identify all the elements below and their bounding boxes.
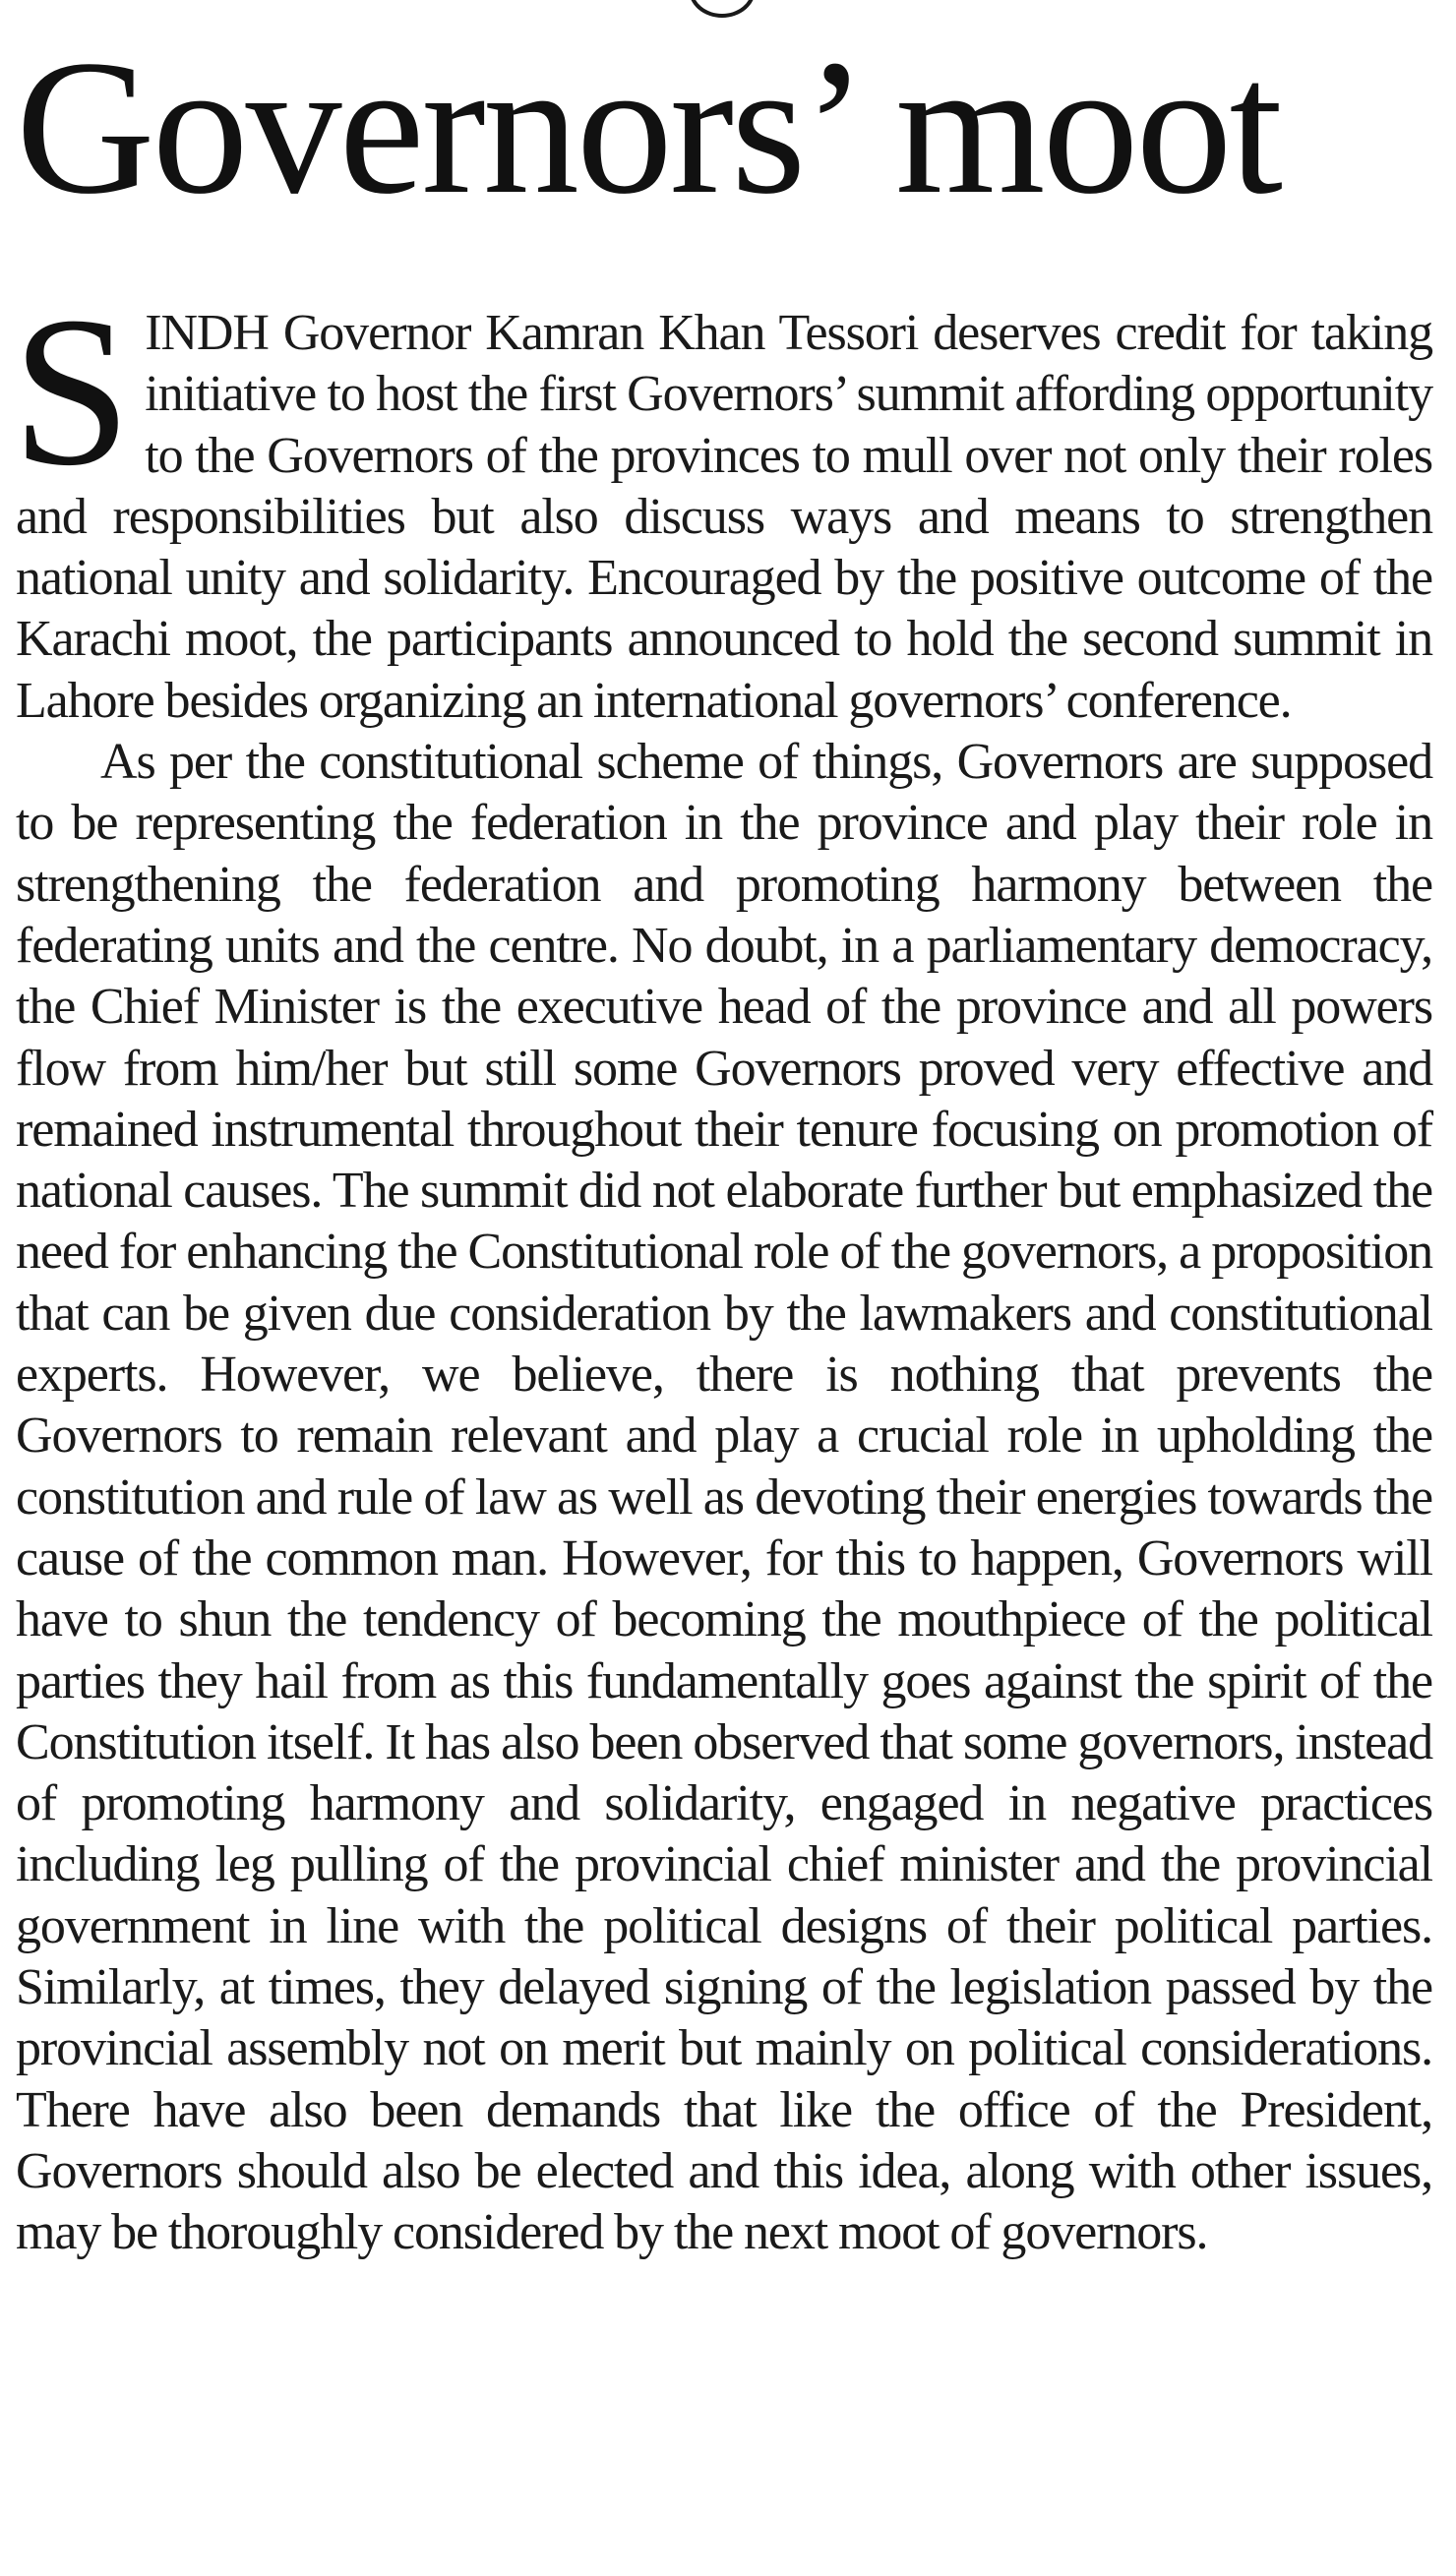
article-body bbox=[12, 273, 1432, 2264]
article-paragraph-2: As per the constitutional scheme of things, Governors are supposed to be representing the federation in the province and play their role in strengthening the federation and promoting harmony between the federating units and the centre. No doubt, in a parliamentary democracy, the Chief Minister is the executive head of the province and all powers flow from him/her but still some Governors proved very effective and remained instrumental throughout their tenure focusing on promotion of national causes. The summit did not elaborate further but emphasized the need for enhancing the Constitutional role of the governors, a proposition that can be given due consideration by the lawmakers and constitutional experts. However, we believe, there is nothing that prevents the Governors to remain relevant and play a crucial role in upholding the constitution and rule of law as well as devoting their energies towards the cause of the common man. However, for this to happen, Governors will have to shun the tendency of becoming the mouthpiece of the political parties they hail from as this fundamentally goes against the spirit of the Constitution itself. It has also been observed that some governors, instead of promoting harmony and solidarity, engaged in negative practices including leg pulling of the provincial chief minister and the provincial government in line with the political designs of their political parties. Similarly, at times, they delayed signing of the legislation passed by the provincial assembly not on merit but mainly on political considerations. There have also been demands that like the office of the President, Governors should also be elected and this idea, along with other issues, may be thoroughly considered by the next moot of governors. bbox=[16, 734, 1432, 2261]
headline: Governors’ moot bbox=[16, 21, 1280, 234]
clipped-text-fragment bbox=[689, 0, 756, 18]
article-paragraph-1 bbox=[12, 273, 1432, 732]
paragraph-1-text: INDH Governor Kamran Khan Tessori deserves credit for taking initiative to host the first Governors’ summit affording opportunity to the Governors of the provinces to mull over not only their roles and responsibilities but also discuss ways and means to strengthen national unity and solidarity. Encouraged by the positive outcome of the Karachi moot, the participants announced to hold the second summit in Lahore besides organizing an international governors’ conference. bbox=[16, 305, 1432, 729]
drop-cap: S bbox=[12, 273, 132, 510]
